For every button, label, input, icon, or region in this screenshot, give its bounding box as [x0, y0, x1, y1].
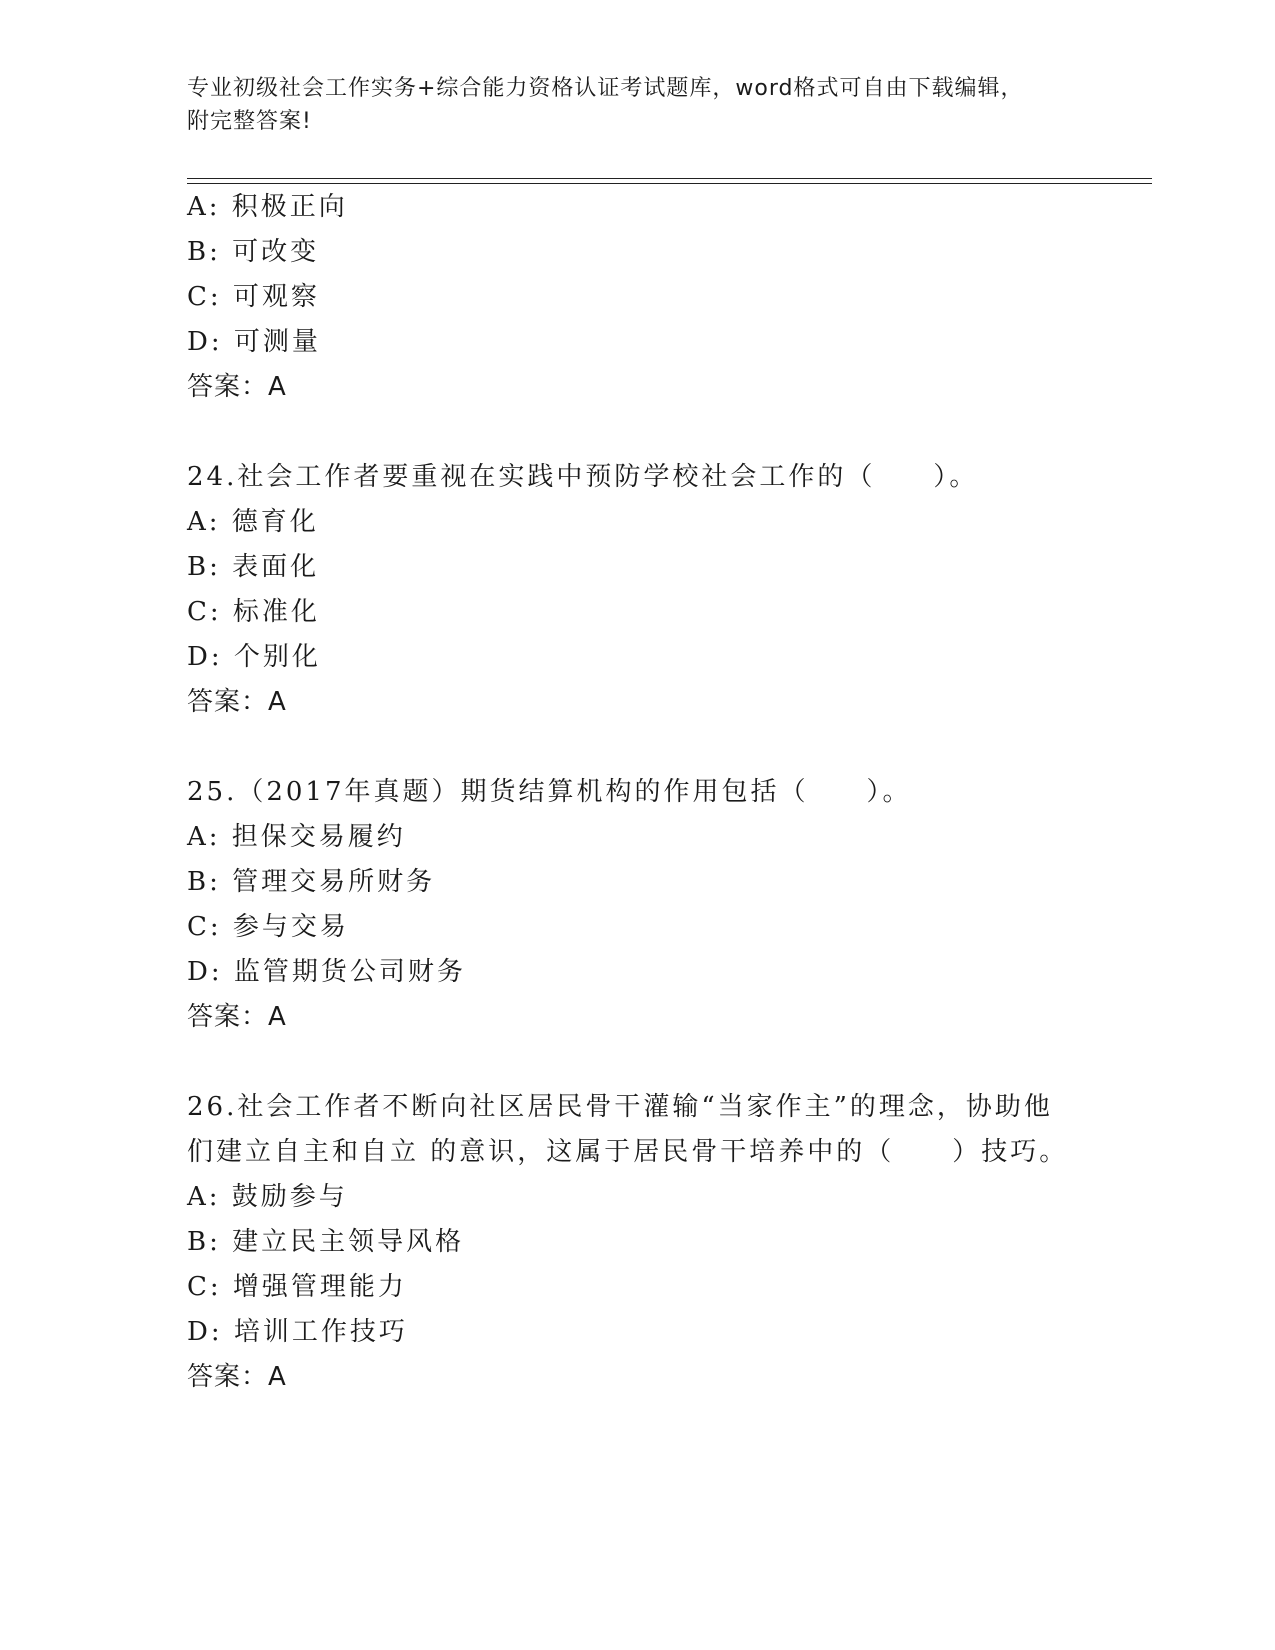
- q25-option-c: C: 参与交易: [187, 912, 349, 942]
- q24-answer: 答案：A: [187, 687, 287, 717]
- q24-option-b: B: 表面化: [187, 552, 320, 582]
- document-header: [187, 72, 1087, 138]
- q24-option-a: A: 德育化: [187, 507, 319, 537]
- q25-option-b: B: 管理交易所财务: [187, 867, 436, 897]
- q24-option-d: D: 个别化: [187, 642, 321, 672]
- q23-option-c: C: 可观察: [187, 282, 320, 312]
- q26-option-d: D: 培训工作技巧: [187, 1317, 408, 1347]
- header-line-1: 专业初级社会工作实务+综合能力资格认证考试题库，word格式可自由下载编辑，: [187, 76, 1024, 101]
- q23-option-a: A: 积极正向: [187, 192, 348, 222]
- q23-answer: 答案：A: [187, 372, 287, 402]
- q26-question-line-2: 们建立自主和自立 的意识，这属于居民骨干培养中的（ ）技巧。: [187, 1137, 1069, 1167]
- q25-answer: 答案：A: [187, 1002, 287, 1032]
- q25-question: 25.（2017年真题）期货结算机构的作用包括（ ）。: [187, 777, 912, 807]
- q24-option-c: C: 标准化: [187, 597, 320, 627]
- q26-question-line-1: 26.社会工作者不断向社区居民骨干灌输“当家作主”的理念，协助他: [187, 1092, 1053, 1122]
- q25-option-a: A: 担保交易履约: [187, 822, 406, 852]
- q26-option-b: B: 建立民主领导风格: [187, 1227, 465, 1257]
- q23-option-d: D: 可测量: [187, 327, 321, 357]
- q25-option-d: D: 监管期货公司财务: [187, 957, 466, 987]
- header-rule-bottom: [187, 183, 1152, 184]
- q26-option-a: A: 鼓励参与: [187, 1182, 348, 1212]
- header-rule-top: [187, 178, 1152, 179]
- q26-answer: 答案：A: [187, 1362, 287, 1392]
- header-line-2: 附完整答案!: [187, 109, 312, 134]
- q24-question: 24.社会工作者要重视在实践中预防学校社会工作的（ ）。: [187, 462, 979, 492]
- q26-option-c: C: 增强管理能力: [187, 1272, 407, 1302]
- q23-option-b: B: 可改变: [187, 237, 320, 267]
